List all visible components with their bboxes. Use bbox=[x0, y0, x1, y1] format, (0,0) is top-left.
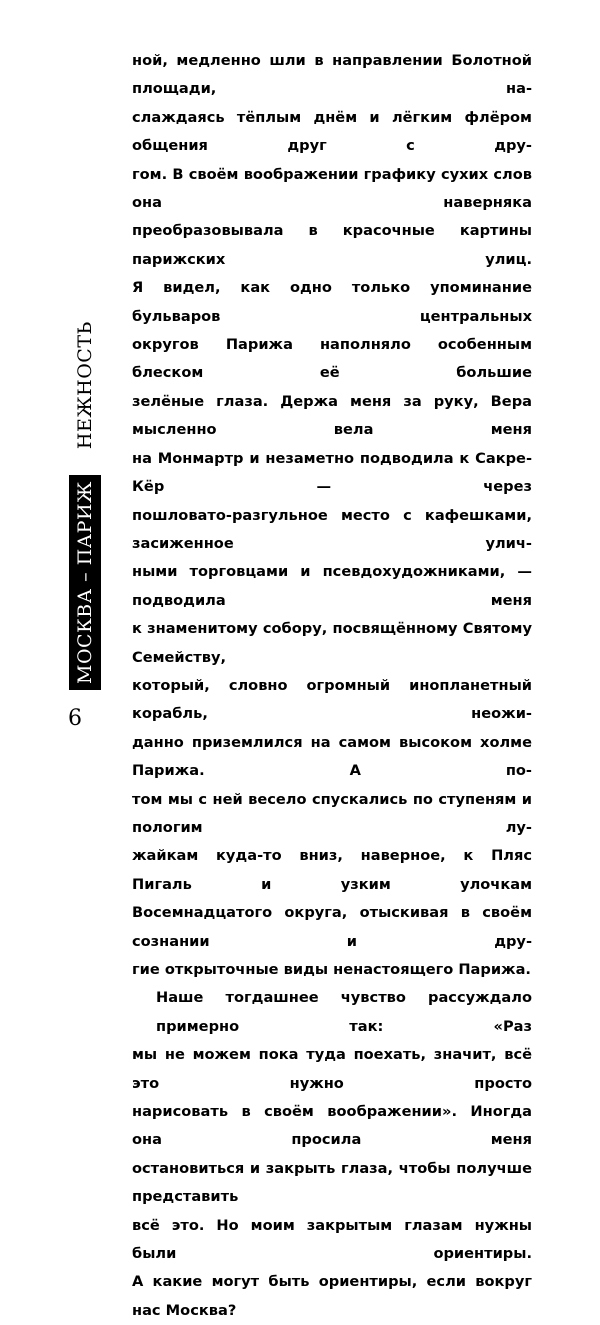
text-line: пошловато-разгульное место с кафешками, засиженное улич- bbox=[132, 506, 532, 552]
text-line: который, словно огромный инопланетный корабль, неожи- bbox=[132, 676, 532, 723]
text-line: округов Парижа наполняло особенным блеском её большие bbox=[132, 336, 532, 382]
text-line: ной, медленно шли в направлении Болотной площади, на- bbox=[132, 52, 532, 98]
text-line: зелёные глаза. Держа меня за руку, Вера мысленно вела меня bbox=[132, 392, 532, 439]
paragraph-2 bbox=[132, 984, 532, 1325]
text-line: на Монмартр и незаметно подводила к Сакре-Кёр — через bbox=[132, 449, 532, 496]
text-line: всё это. Но моим закрытым глазам нужны были ориентиры. bbox=[132, 1216, 532, 1263]
text-line: гие открыточные виды ненастоящего Парижа. bbox=[132, 961, 531, 978]
page-number: 6 bbox=[68, 706, 82, 731]
running-title bbox=[60, 70, 110, 690]
text-line: Восемнадцатого округа, отыскивая в своём сознании и дру- bbox=[132, 904, 532, 950]
text-line: преобразовывала в красочные картины парижских улиц. bbox=[132, 222, 532, 268]
text-line: слаждаясь тёплым днём и лёгким флёром общения друг с дру- bbox=[132, 108, 532, 155]
text-line: жайкам куда-то вниз, наверное, к Пляс Пигаль и узким улочкам bbox=[132, 847, 532, 893]
text-line: мы не можем пока туда поехать, значит, всё это нужно просто bbox=[132, 1046, 532, 1092]
running-title-rotated bbox=[60, 70, 110, 690]
running-title-series: МОСКВА – ПАРИЖ bbox=[69, 475, 101, 690]
text-line: Наше тогдашнее чувство рассуждало примерно так: «Раз bbox=[156, 989, 532, 1035]
text-line: остановиться и закрыть глаза, чтобы получше представить bbox=[132, 1159, 532, 1206]
text-line: нарисовать в своём воображении». Иногда она просила меня bbox=[132, 1103, 532, 1149]
body-text bbox=[132, 47, 532, 1325]
text-line: Я видел, как одно только упоминание бульваров центральных bbox=[132, 279, 532, 325]
text-line: том мы с ней весело спускались по ступеням и пологим лу- bbox=[132, 790, 532, 836]
text-line: к знаменитому собору, посвящённому Святому Семейству, bbox=[132, 620, 532, 666]
text-line: гом. В своём воображении графику сухих слов она наверняка bbox=[132, 165, 532, 212]
text-line: данно приземлился на самом высоком холме Парижа. А по- bbox=[132, 733, 532, 780]
text-line: А какие могут быть ориентиры, если вокруг нас Москва? bbox=[132, 1273, 532, 1319]
text-line: ными торговцами и псевдохудожниками, — подводила меня bbox=[132, 563, 532, 609]
running-title-book: НЕЖНОСТЬ bbox=[74, 321, 96, 450]
paragraph-1 bbox=[132, 47, 532, 984]
